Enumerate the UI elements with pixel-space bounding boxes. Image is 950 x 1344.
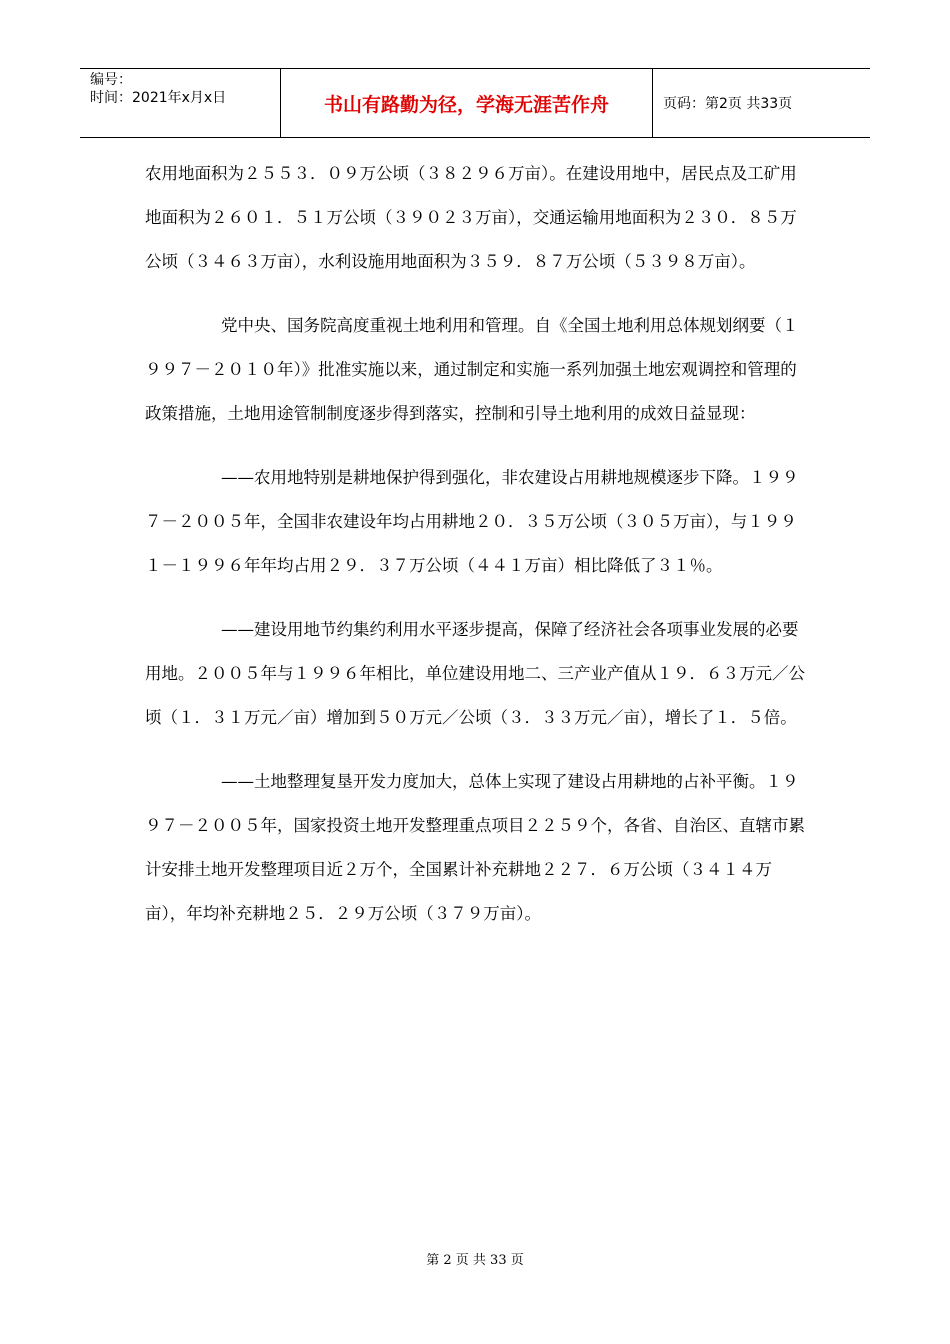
document-body [145, 152, 805, 956]
number-label: 编号： [90, 72, 132, 88]
header-page-info: 页码：第2页 共33页 [663, 96, 793, 112]
header-meta [80, 69, 281, 137]
page-header [80, 68, 870, 138]
paragraph-3: ——农用地特别是耕地保护得到强化，非农建设占用耕地规模逐步下降。１９９７－２００５年，全国非农建设年均占用耕地２０．３５万公顷（３０５万亩），与１９９１－１９９６年年均占用２９．３７万公顷（４４１万亩）相比降低了３１％。 [145, 468, 799, 575]
paragraph-4: ——建设用地节约集约利用水平逐步提高，保障了经济社会各项事业发展的必要用地。２００５年与１９９６年相比，单位建设用地二、三产业产值从１９．６３万元／公顷（１．３１万元／亩）增加到５０万元／公顷（３．３３万元／亩），增长了１．５倍。 [145, 620, 805, 727]
page-footer: 第 2 页 共 33 页 [426, 1253, 524, 1268]
header-motto: 书山有路勤为径，学海无涯苦作舟 [281, 69, 653, 137]
paragraph-5: ——土地整理复垦开发力度加大，总体上实现了建设占用耕地的占补平衡。１９９７－２００５年，国家投资土地开发整理重点项目２２５９个，各省、自治区、直辖市累计安排土地开发整理项目近２万个，全国累计补充耕地２２７．６万公顷（３４１４万亩），年均补充耕地２５．２９万公顷（３７９万亩）。 [145, 772, 805, 923]
paragraph-1: 农用地面积为２５５３．０９万公顷（３８２９６万亩）。在建设用地中，居民点及工矿用地面积为２６０１．５１万公顷（３９０２３万亩），交通运输用地面积为２３０．８５万公顷（３４６３万亩），水利设施用地面积为３５９．８７万公顷（５３９８万亩）。 [145, 164, 797, 271]
paragraph-2: 党中央、国务院高度重视土地利用和管理。自《全国土地利用总体规划纲要（１９９７－２０１０年）》批准实施以来，通过制定和实施一系列加强土地宏观调控和管理的政策措施，土地用途管制制度逐步得到落实，控制和引导土地利用的成效日益显现： [145, 316, 799, 423]
time-label: 时间：2021年x月x日 [90, 90, 227, 106]
